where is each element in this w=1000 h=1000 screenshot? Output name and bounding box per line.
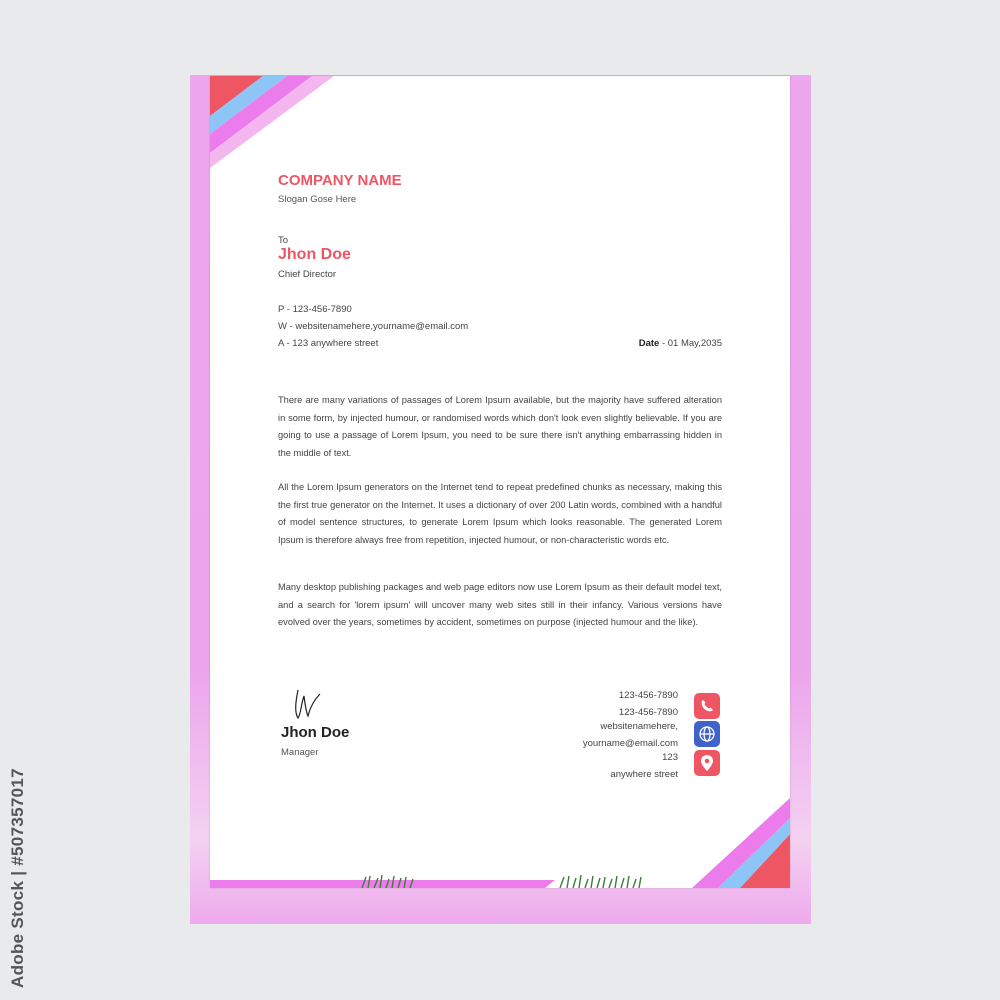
- corner-decoration-bottom: [670, 798, 790, 888]
- location-pin-icon: [694, 750, 720, 776]
- body-paragraph-2: All the Lorem Ipsum generators on the Internet tend to repeat predefined chunks as necessary, making this the first true generator on the Internet. It uses a dictionary of over 200 Latin words, combined with a handful of model sentence structures, to generate Lorem Ipsum which looks reasonable. The generated Lorem Ipsum is therefore always free from repetition, injected humour, or non-characteristic words etc.: [278, 482, 722, 545]
- stock-id-text: Adobe Stock | #507357017: [8, 768, 27, 988]
- date-label: Date: [638, 338, 660, 349]
- footer-address-1: 123: [662, 752, 678, 763]
- letterhead-page: [210, 76, 790, 888]
- recipient-name: Jhon Doe: [278, 246, 351, 263]
- company-name: COMPANY NAME: [278, 172, 402, 189]
- recipient-title: Chief Director: [278, 269, 337, 280]
- globe-icon: [694, 721, 720, 747]
- company-slogan: Slogan Gose Here: [278, 194, 357, 205]
- contact-web: W - websitenamehere,yourname@email.com: [278, 321, 469, 332]
- footer-address-2: anywhere street: [610, 769, 678, 780]
- grass-decoration: [360, 874, 650, 888]
- body-paragraph-3: Many desktop publishing packages and web page editors now use Lorem Ipsum as their default model text, and a search for 'lorem ipsum' will uncover many web sites still in their infancy. Various versions have evolved over the years, sometimes by accident, sometimes on purpose (injected humour and the like).: [278, 582, 722, 627]
- signature-name: Jhon Doe: [281, 724, 350, 741]
- to-label: To: [278, 235, 289, 246]
- signature-role: Manager: [281, 747, 319, 758]
- footer-web-2: yourname@email.com: [582, 738, 678, 749]
- footer-phone-2: 123-456-7890: [618, 707, 678, 718]
- letter-date: [639, 338, 722, 349]
- contact-address: A - 123 anywhere street: [278, 338, 379, 349]
- contact-phone: P - 123-456-7890: [278, 304, 352, 315]
- corner-decoration-top: [210, 76, 340, 171]
- footer-web-1: websitenamehere,: [600, 721, 678, 732]
- body-paragraph-1: There are many variations of passages of Lorem Ipsum available, but the majority have suffered alteration in some form, by injected humour, or randomised words which don't look even slightly believable. If you are going to use a passage of Lorem Ipsum, you need to be sure there isn't anything embarrassing hidden in the middle of text.: [278, 395, 722, 458]
- footer-phone: [538, 689, 678, 782]
- footer-phone-1: 123-456-7890: [618, 690, 678, 701]
- signature-mark: [292, 684, 326, 724]
- date-value: - 01 May,2035: [659, 338, 722, 349]
- phone-icon: [694, 693, 720, 719]
